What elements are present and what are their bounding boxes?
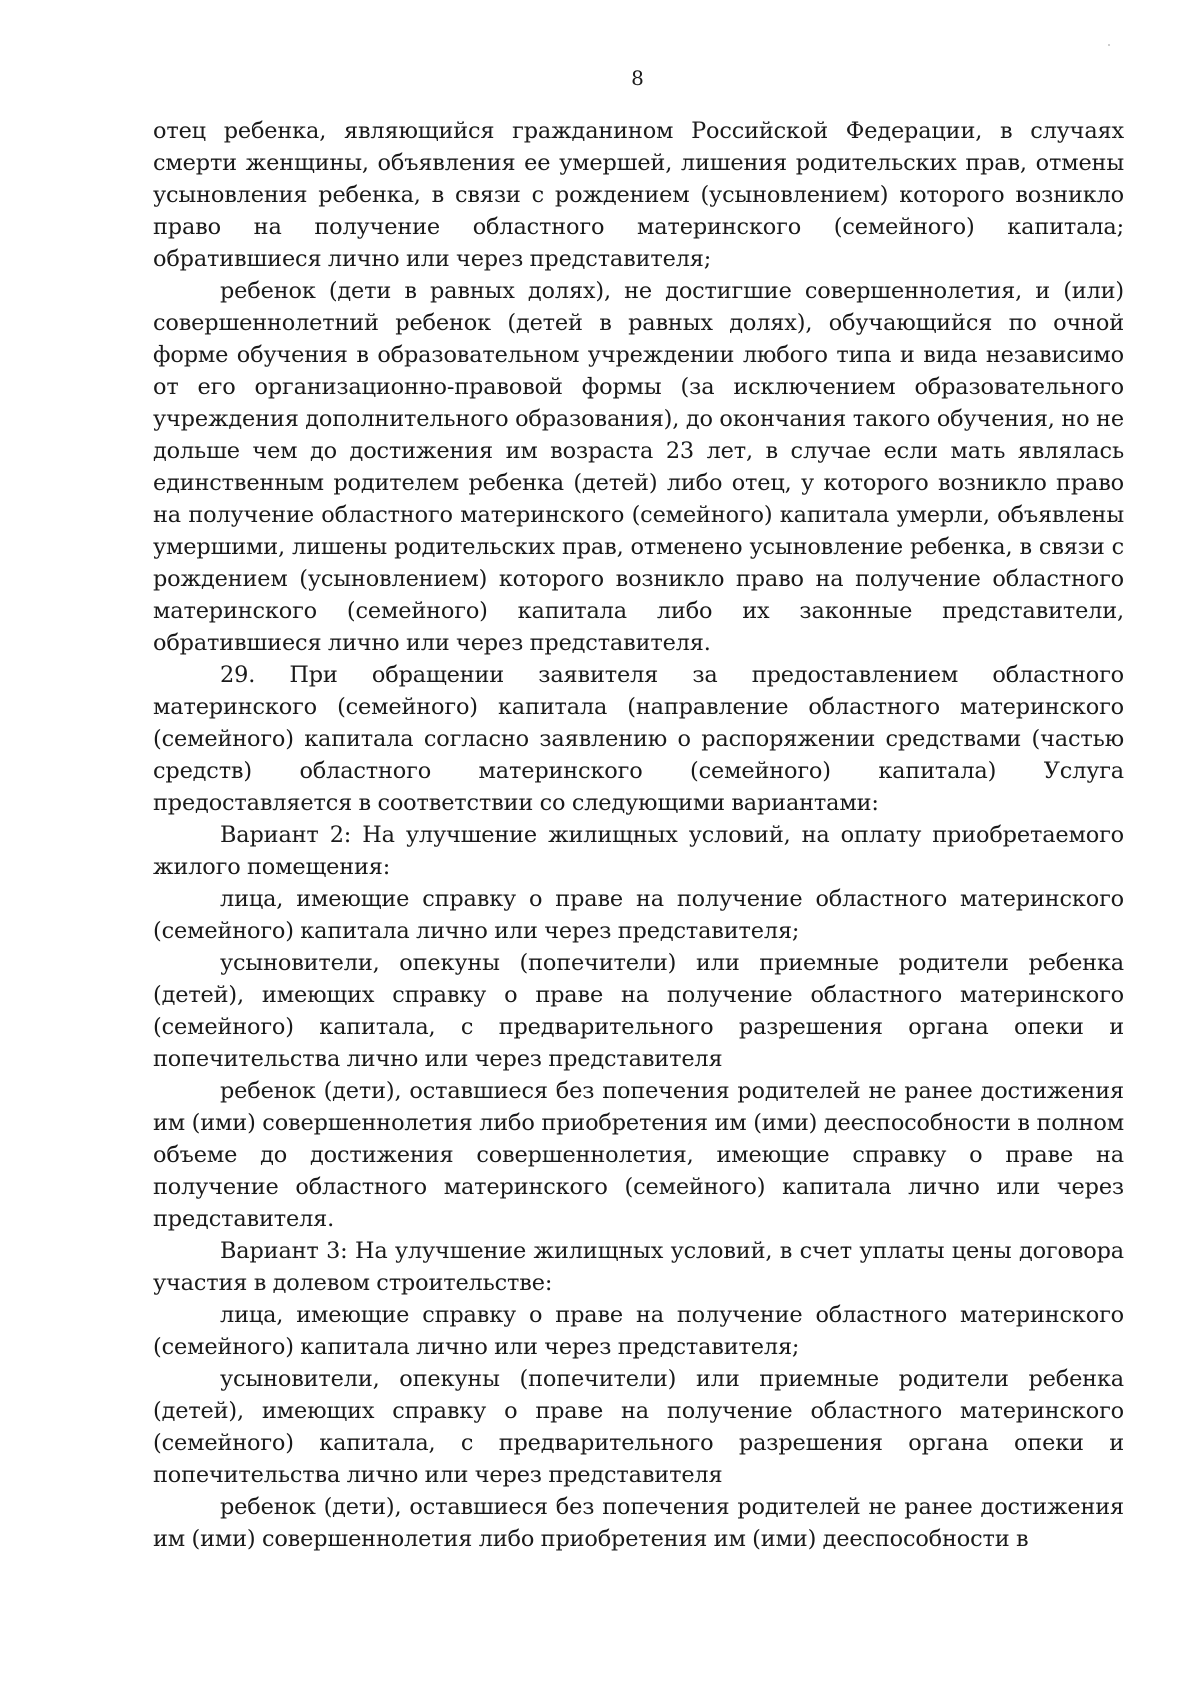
paragraph-variant-2-heading: Вариант 2: На улучшение жилищных условий, на оплату приобретаемого жилого помещения: xyxy=(153,822,1124,880)
document-body xyxy=(153,115,1124,1555)
paragraph-variant-3-guardians: усыновители, опекуны (попечители) или приемные родители ребенка (детей), имеющих справку о праве на получение областного материнского (семейного) капитала, с предварительного разрешения органа опеки и попечительства лично или через представителя xyxy=(153,1366,1124,1488)
paragraph-variant-2-children: ребенок (дети), оставшиеся без попечения родителей не ранее достижения им (ими) совершеннолетия либо приобретения им (ими) дееспособности в полном объеме до достижения совершеннолетия, имеющие справку о праве на получение областного материнского (семейного) капитала лично или через представителя. xyxy=(153,1078,1124,1232)
paragraph-clause-29: 29. При обращении заявителя за предоставлением областного материнского (семейного) капитала (направление областного материнского (семейного) капитала согласно заявлению о распоряжении средствами (частью средств) областного материнского (семейного) капитала) Услуга предоставляется в соответствии со следующими вариантами: xyxy=(153,662,1124,816)
page-number: 8 xyxy=(631,66,644,90)
paragraph-father-continuation: отец ребенка, являющийся гражданином Российской Федерации, в случаях смерти женщины, объявления ее умершей, лишения родительских прав, отмены усыновления ребенка, в связи с рождением (усыновлением) которого возникло право на получение областного материнского (семейного) капитала; обратившиеся лично или через представителя; xyxy=(153,118,1124,272)
paragraph-variant-2-certificate-holders: лица, имеющие справку о праве на получение областного материнского (семейного) капитала лично или через представителя; xyxy=(153,886,1124,944)
scan-speck xyxy=(1108,44,1110,46)
paragraph-variant-3-children: ребенок (дети), оставшиеся без попечения родителей не ранее достижения им (ими) совершеннолетия либо приобретения им (ими) дееспособности в xyxy=(153,1494,1124,1552)
paragraph-child-recipients: ребенок (дети в равных долях), не достигшие совершеннолетия, и (или) совершеннолетний ребенок (детей в равных долях), обучающийся по очной форме обучения в образовательном учреждении любого типа и вида независимо от его организационно-правовой формы (за исключением образовательного учреждения дополнительного образования), до окончания такого обучения, но не дольше чем до достижения им возраста 23 лет, в случае если мать являлась единственным родителем ребенка (детей) либо отец, у которого возникло право на получение областного материнского (семейного) капитала умерли, объявлены умершими, лишены родительских прав, отменено усыновление ребенка, в связи с рождением (усыновлением) которого возникло право на получение областного материнского (семейного) капитала либо их законные представители, обратившиеся лично или через представителя. xyxy=(153,278,1124,656)
paragraph-variant-2-guardians: усыновители, опекуны (попечители) или приемные родители ребенка (детей), имеющих справку о праве на получение областного материнского (семейного) капитала, с предварительного разрешения органа опеки и попечительства лично или через представителя xyxy=(153,950,1124,1072)
paragraph-variant-3-heading: Вариант 3: На улучшение жилищных условий, в счет уплаты цены договора участия в долевом строительстве: xyxy=(153,1238,1124,1296)
paragraph-variant-3-certificate-holders: лица, имеющие справку о праве на получение областного материнского (семейного) капитала лично или через представителя; xyxy=(153,1302,1124,1360)
